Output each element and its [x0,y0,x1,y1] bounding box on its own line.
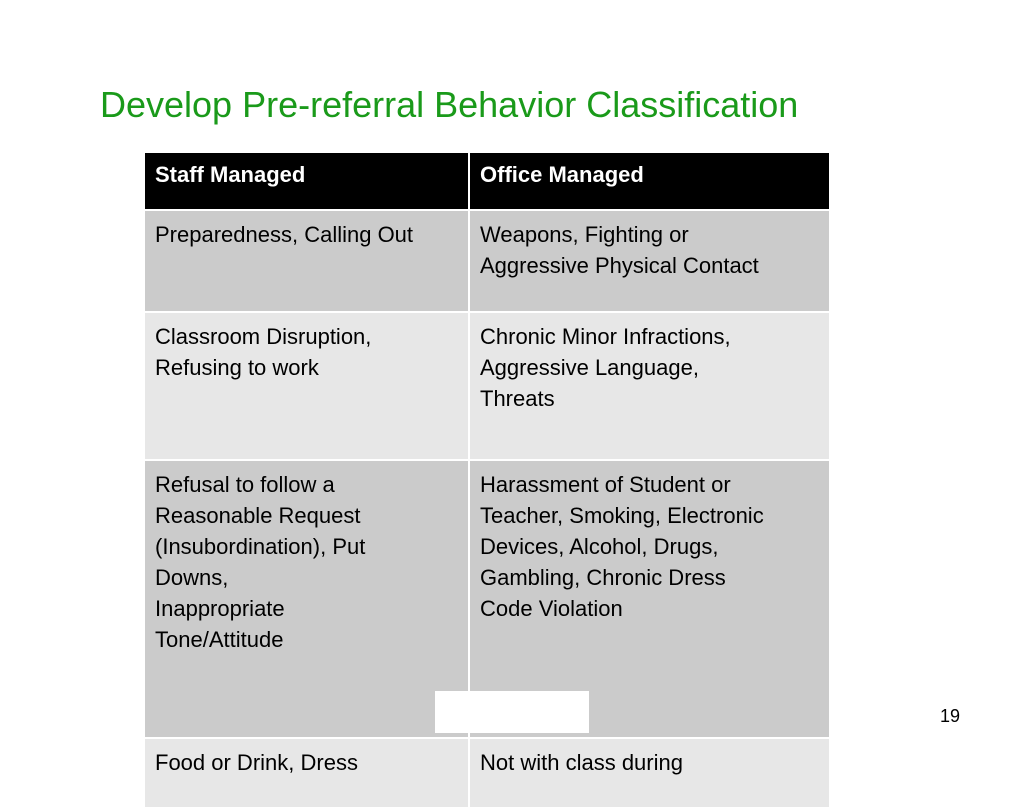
office-managed-cell [469,210,829,312]
cell-text: Weapons, Fighting or Aggressive Physical Contact [480,222,759,278]
office-managed-cell [469,312,829,460]
cell-text: Preparedness, Calling Out [155,222,414,247]
table-header-row [145,153,829,210]
cell-text: Harassment of Student or Teacher, Smoking, Electronic Devices, Alcohol, Drugs, Gambling, Chronic Dress Code Violation [480,472,764,621]
table-row [145,312,829,460]
staff-managed-cell [145,210,469,312]
blank-overlay-box [435,691,589,733]
table-row [145,738,829,808]
slide-title: Develop Pre-referral Behavior Classification [100,84,799,125]
table-row [145,210,829,312]
staff-managed-cell [145,460,469,738]
staff-managed-cell [145,738,469,808]
header-office-managed: Office Managed [469,153,829,210]
cell-text: Chronic Minor Infractions, Aggressive Language, Threats [480,324,731,411]
cell-text: Refusal to follow a Reasonable Request (Insubordination), Put Downs, Inappropriate Tone/Attitude [155,472,366,652]
cell-text: Food or Drink, Dress [155,750,358,775]
page-number: 19 [940,706,961,726]
staff-managed-cell [145,312,469,460]
cell-text: Not with class during [480,750,683,775]
header-staff-managed: Staff Managed [145,153,469,210]
cell-text: Classroom Disruption, Refusing to work [155,324,372,380]
office-managed-cell [469,738,829,808]
